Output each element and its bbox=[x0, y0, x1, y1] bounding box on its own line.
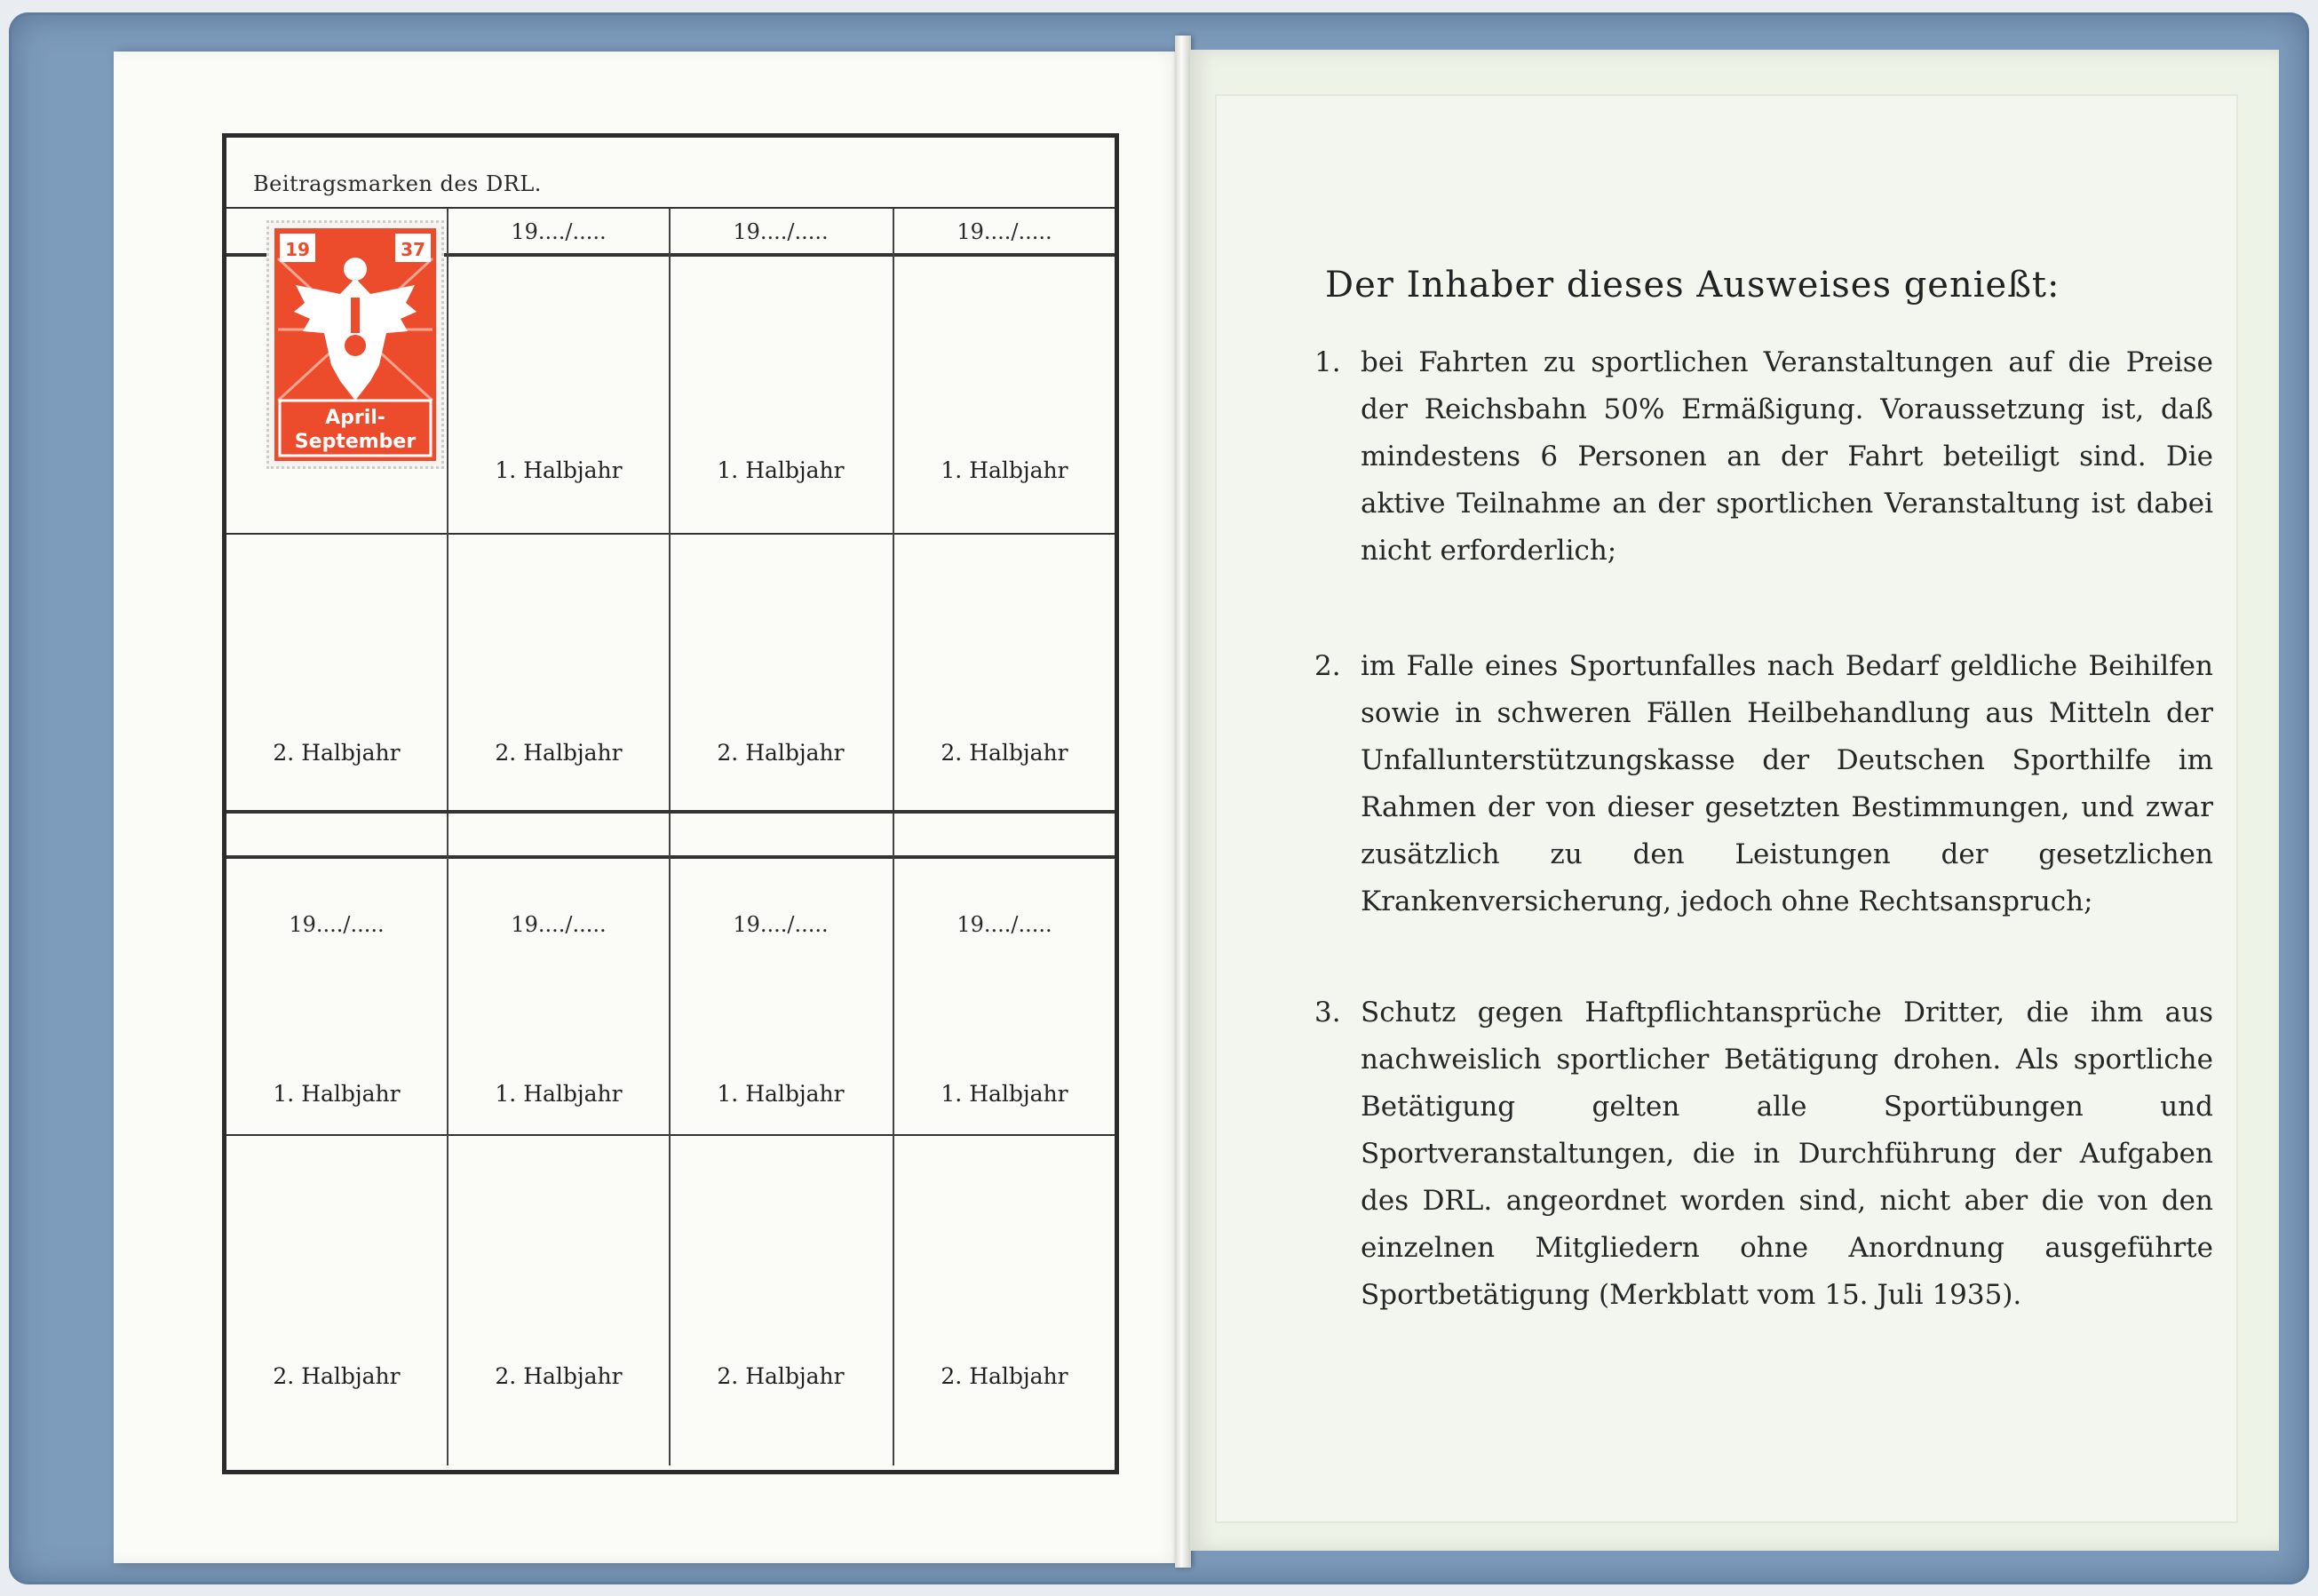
stamp-line-2: September bbox=[294, 431, 417, 453]
dues-stamp bbox=[266, 220, 444, 469]
cell-half-2: 2. Halbjahr bbox=[941, 1363, 1068, 1389]
year-field: 19..../..... bbox=[957, 219, 1052, 244]
stamp-year-right: 37 bbox=[401, 239, 425, 260]
right-page bbox=[1190, 50, 2279, 1551]
year-field: 19..../..... bbox=[957, 912, 1052, 937]
item-text: bei Fahrten zu sportlichen Veranstaltungen auf die Preise der Reichsbahn 50% Ermäßigung. Voraussetzung ist, daß mindestens 6 Personen an der Fahrt beteiligt sind. Die aktive Teilnahme an der sportlichen Veranstaltung ist dabei nicht erforderlich; bbox=[1361, 346, 2213, 567]
item-text: Schutz gegen Haftpflichtansprüche Dritter, die ihm aus nachweislich sportlicher Betätigung drohen. Als sportliche Betätigung gelten alle Sportübungen und Sportveranstaltungen, die in Durchführung der Aufgaben des DRL. angeordnet worden sind, nicht aber die von den einzelnen Mitgliedern ohne Anordnung ausgeführte Sportbetätigung (Merkblatt vom 15. Juli 1935). bbox=[1361, 997, 2213, 1311]
item-number: 3. bbox=[1314, 997, 1341, 1028]
page-heading: Der Inhaber dieses Ausweises genießt: bbox=[1325, 265, 2060, 306]
cell-half-1: 1. Halbjahr bbox=[941, 457, 1068, 483]
cell-half-1: 1. Halbjahr bbox=[495, 1081, 623, 1107]
eagle-stamp-icon bbox=[269, 223, 441, 466]
table-title: Beitragsmarken des DRL. bbox=[253, 171, 542, 196]
cell-half-1: 1. Halbjahr bbox=[273, 1081, 401, 1107]
cell-half-1: 1. Halbjahr bbox=[717, 1081, 845, 1107]
year-field: 19..../..... bbox=[511, 912, 607, 937]
cell-half-2: 2. Halbjahr bbox=[273, 1363, 401, 1389]
cell-half-1: 1. Halbjahr bbox=[941, 1081, 1068, 1107]
stamp-year-left: 19 bbox=[285, 239, 310, 260]
cell-half-2: 2. Halbjahr bbox=[495, 740, 623, 766]
year-field: 19..../..... bbox=[511, 219, 607, 244]
cell-half-1: 1. Halbjahr bbox=[495, 457, 623, 483]
year-field: 19..../..... bbox=[733, 912, 829, 937]
item-number: 1. bbox=[1314, 346, 1341, 378]
item-number: 2. bbox=[1314, 650, 1341, 682]
stamp-line-1: April- bbox=[325, 407, 385, 429]
year-field: 19..../..... bbox=[289, 912, 385, 937]
cell-half-2: 2. Halbjahr bbox=[495, 1363, 623, 1389]
year-field: 19..../..... bbox=[733, 219, 829, 244]
left-page bbox=[114, 52, 1184, 1563]
cell-half-2: 2. Halbjahr bbox=[941, 740, 1068, 766]
cell-half-2: 2. Halbjahr bbox=[717, 740, 845, 766]
page-spine bbox=[1175, 36, 1191, 1568]
cell-half-2: 2. Halbjahr bbox=[717, 1363, 845, 1389]
cell-half-2: 2. Halbjahr bbox=[273, 740, 401, 766]
cell-half-1: 1. Halbjahr bbox=[717, 457, 845, 483]
item-text: im Falle eines Sportunfalles nach Bedarf geldliche Beihilfen sowie in schweren Fällen Heilbehandlung aus Mitteln der Unfallunterstützungskasse der Deutschen Sporthilfe im Rahmen der von dieser gesetzten Bestimmungen, und zwar zusätzlich zu den Leistungen der gesetzlichen Krankenversicherung, jedoch ohne Rechtsanspruch; bbox=[1361, 650, 2213, 917]
